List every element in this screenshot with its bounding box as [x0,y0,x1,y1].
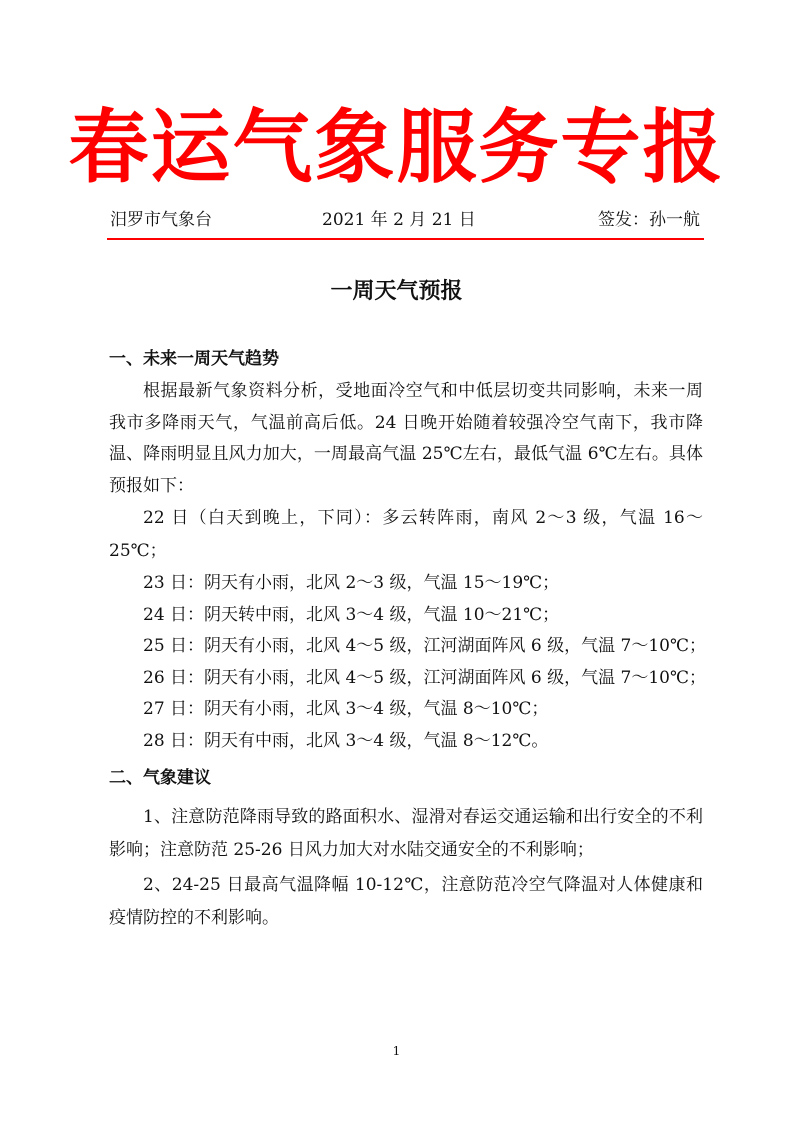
document-body [109,342,706,937]
forecast-day-28: 28 日：阴天有中雨，北风 3～4 级，气温 8～12℃。 [143,730,549,751]
trend-summary: 根据最新气象资料分析，受地面冷空气和中低层切变共同影响，未来一周我市多降雨天气，气温前高后低。24 日晚开始随着较强冷空气南下，我市降温、降雨明显且风力加大，一周最高气温 25℃左右，最低气温 6℃左右。具体预报如下： [109,381,703,496]
header-divider [107,238,704,240]
header-meta [110,205,700,235]
advice-item: 2、24-25 日最高气温降幅 10-12℃，注意防范冷空气降温对人体健康和疫情防控的不利影响。 [109,875,703,928]
page-number: 1 [392,1044,401,1058]
forecast-day-27: 27 日：阴天有小雨，北风 3～4 级，气温 8～10℃； [143,699,549,719]
forecast-day-22: 22 日（白天到晚上，下同）：多云转阵雨，南风 2～3 级，气温 16～25℃； [109,508,703,561]
advice-list [109,801,703,935]
section-heading-advice: 二、气象建议 [109,768,211,788]
signer: 签发：孙一航 [598,210,700,230]
forecast-day-24: 24 日：阴天转中雨，北风 3～4 级，气温 10～21℃； [143,604,560,625]
forecast-day-26: 26 日：阴天有小雨，北风 4～5 级，江河湖面阵风 6 级，气温 7～10℃； [143,667,706,688]
issuing-organization: 汨罗市气象台 [110,210,212,230]
forecast-day-25: 25 日：阴天有小雨，北风 4～5 级，江河湖面阵风 6 级，气温 7～10℃； [143,636,706,656]
section-heading-trend: 一、未来一周天气趋势 [109,349,279,369]
advice-item: 1、注意防范降雨导致的路面积水、湿滑对春运交通运输和出行安全的不利影响；注意防范 25-26 日风力加大对水陆交通安全的不利影响； [109,807,703,860]
document-title: 一周天气预报 [330,279,463,304]
forecast-day-23: 23 日：阴天有小雨，北风 2～3 级，气温 15～19℃； [143,573,560,593]
report-banner-title: 春运气象服务专报 [68,101,725,194]
issue-date: 2021 年 2 月 21 日 [322,210,476,230]
